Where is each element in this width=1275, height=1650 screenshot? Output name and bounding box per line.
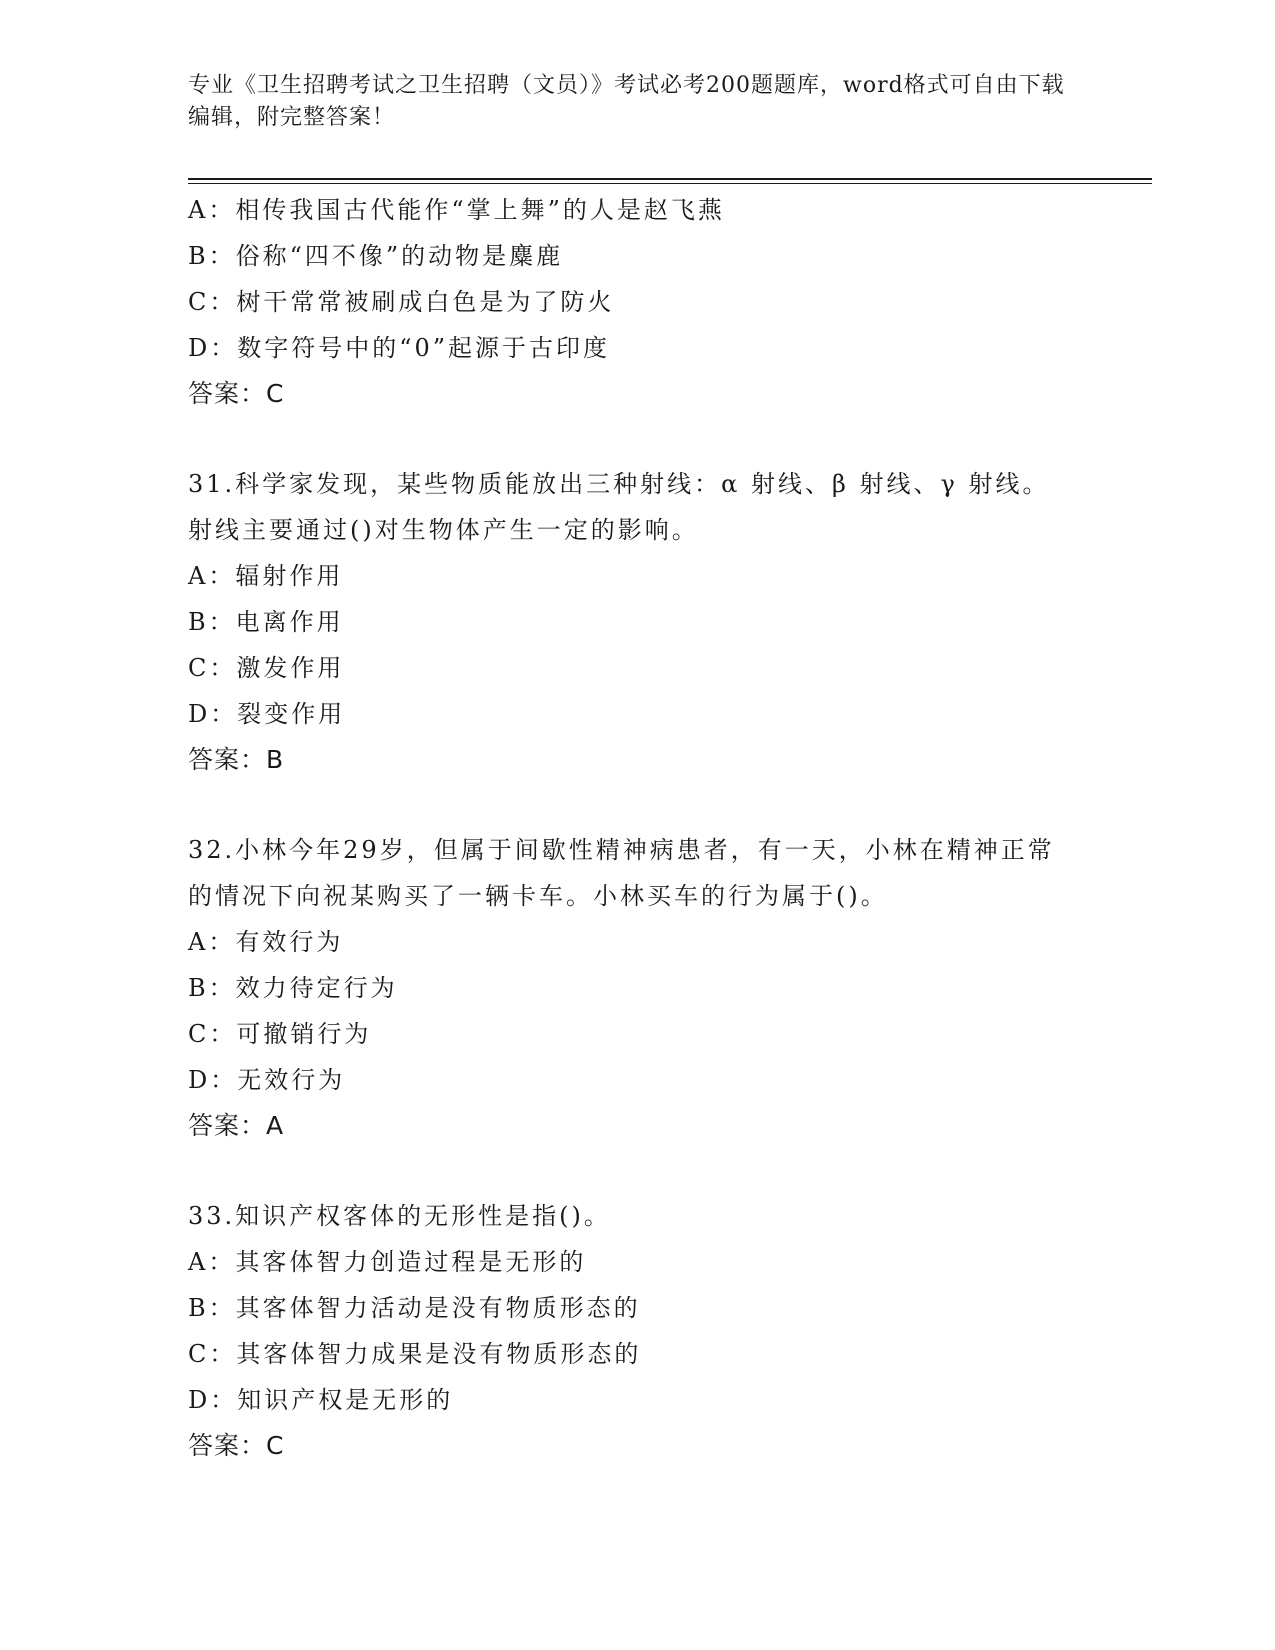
option-d: D：无效行为: [188, 1066, 346, 1094]
option-b: B：电离作用: [188, 608, 344, 636]
option-c: C：激发作用: [188, 654, 345, 682]
question-block-32: [188, 827, 1068, 1149]
spacer: [188, 1149, 1068, 1193]
header-rule-thin: [188, 183, 1152, 184]
option-d: D：数字符号中的“0”起源于古印度: [188, 334, 611, 362]
question-block-31: [188, 461, 1068, 783]
question-block-33: [188, 1193, 1068, 1469]
spacer: [188, 417, 1068, 461]
option-a: A：辐射作用: [188, 562, 344, 590]
answer-line: 答案：C: [188, 379, 285, 408]
option-b: B：其客体智力活动是没有物质形态的: [188, 1294, 641, 1322]
option-b: B：效力待定行为: [188, 974, 398, 1002]
answer-line: 答案：B: [188, 745, 285, 774]
question-text: 31.科学家发现，某些物质能放出三种射线：α 射线、β 射线、γ 射线。射线主要通过()对生物体产生一定的影响。: [188, 470, 1050, 544]
answer-line: 答案：C: [188, 1431, 285, 1460]
option-c: C：树干常常被刷成白色是为了防火: [188, 288, 615, 316]
option-a: A：相传我国古代能作“掌上舞”的人是赵飞燕: [188, 196, 725, 224]
option-d: D：知识产权是无形的: [188, 1386, 454, 1414]
spacer: [188, 783, 1068, 827]
option-a: A：有效行为: [188, 928, 344, 956]
question-text: 33.知识产权客体的无形性是指()。: [188, 1202, 611, 1230]
option-c: C：可撤销行为: [188, 1020, 372, 1048]
option-d: D：裂变作用: [188, 700, 346, 728]
document-header: 专业《卫生招聘考试之卫生招聘（文员）》考试必考200题题库，word格式可自由下载编辑，附完整答案！: [188, 73, 1065, 130]
header-rule-thick: [188, 178, 1152, 180]
document-body: [188, 187, 1068, 1469]
option-b: B：俗称“四不像”的动物是麋鹿: [188, 242, 564, 270]
question-block-prev: [188, 187, 1068, 417]
question-text: 32.小林今年29岁，但属于间歇性精神病患者，有一天，小林在精神正常的情况下向祝某购买了一辆卡车。小林买车的行为属于()。: [188, 836, 1055, 910]
option-a: A：其客体智力创造过程是无形的: [188, 1248, 587, 1276]
answer-line: 答案：A: [188, 1111, 285, 1140]
option-c: C：其客体智力成果是没有物质形态的: [188, 1340, 642, 1368]
